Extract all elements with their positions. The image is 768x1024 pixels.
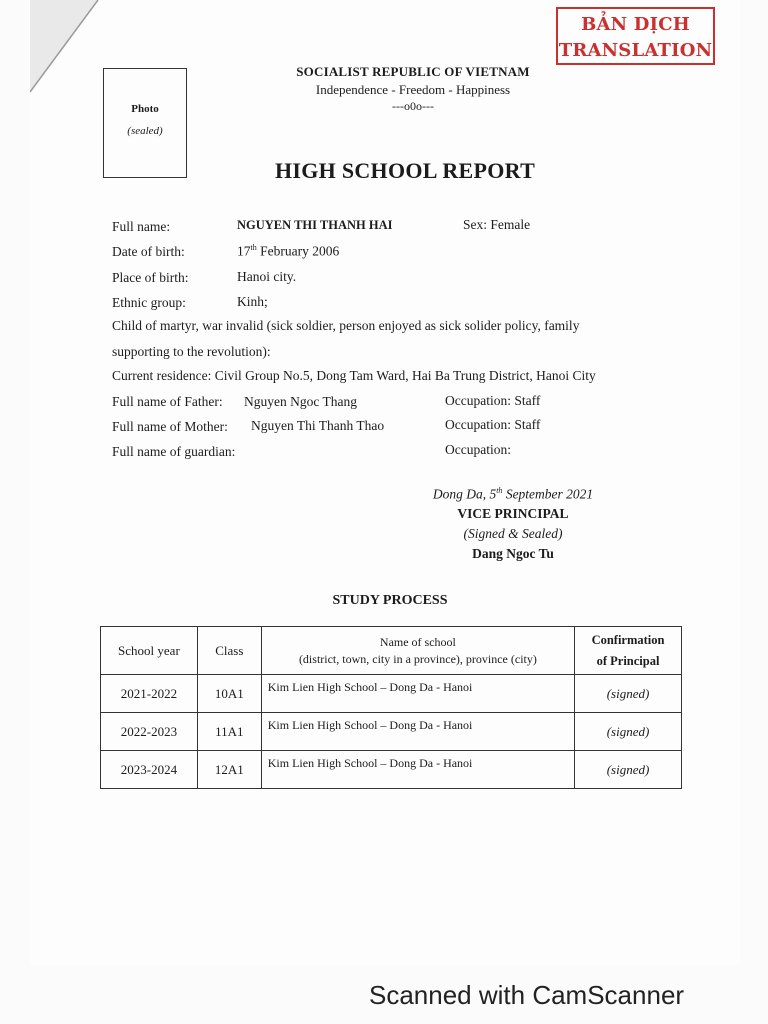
signature-role: VICE PRINCIPAL <box>457 506 569 521</box>
pob-value: Hanoi city. <box>237 269 297 284</box>
table-row <box>101 713 682 751</box>
cell-class: 10A1 <box>197 675 261 713</box>
guardian-occupation: Occupation: <box>445 442 511 457</box>
cell-class: 11A1 <box>197 713 261 751</box>
cell-year: 2022-2023 <box>101 713 198 751</box>
header-confirmation <box>575 627 682 675</box>
signature-signed: (Signed & Sealed) <box>463 526 563 541</box>
dob-value <box>237 243 339 260</box>
mother-name: Nguyen Thi Thanh Thao <box>251 418 385 433</box>
ethnic-value: Kinh; <box>237 294 268 309</box>
cell-confirmation: (signed) <box>575 751 682 789</box>
sig-date-sup: th <box>496 486 503 495</box>
header-school-line-1: Name of school <box>379 634 456 649</box>
table-row <box>101 675 682 713</box>
sig-date-a: Dong Da, 5 <box>432 486 497 502</box>
dob-label: Date of birth: <box>112 244 185 259</box>
page-title: HIGH SCHOOL REPORT <box>274 158 536 183</box>
page-fold-shadow <box>30 0 100 95</box>
dob-suffix: th <box>250 243 257 252</box>
sex-value: Sex: Female <box>463 217 531 232</box>
header-separator: ---o0o--- <box>392 99 434 113</box>
cell-confirmation: (signed) <box>575 675 682 713</box>
header-confirm-line-1: Confirmation <box>591 632 665 647</box>
sig-date-b: September 2021 <box>502 486 594 502</box>
dob-day: 17 <box>237 243 251 259</box>
ethnic-label: Ethnic group: <box>112 295 186 310</box>
motto: Independence - Freedom - Happiness <box>315 82 511 97</box>
cell-confirmation: (signed) <box>575 713 682 751</box>
header-school-line-2: (district, town, city in a province), province (city) <box>298 651 537 666</box>
guardian-label: Full name of guardian: <box>112 444 236 459</box>
mother-label: Full name of Mother: <box>112 419 228 434</box>
cell-school: Kim Lien High School – Dong Da - Hanoi <box>261 675 574 713</box>
mother-occupation: Occupation: Staff <box>445 417 541 432</box>
photo-box <box>103 68 187 178</box>
header-confirm-line-2: of Principal <box>596 653 660 668</box>
signature-name: Dang Ngoc Tu <box>472 546 554 561</box>
father-occupation: Occupation: Staff <box>445 393 541 408</box>
cell-year: 2021-2022 <box>101 675 198 713</box>
republic-heading: SOCIALIST REPUBLIC OF VIETNAM <box>296 64 530 79</box>
cell-school: Kim Lien High School – Dong Da - Hanoi <box>261 713 574 751</box>
photo-note: (sealed) <box>127 125 163 137</box>
martyr-line-2: supporting to the revolution): <box>112 344 271 359</box>
photo-label: Photo <box>131 103 159 115</box>
study-process-heading: STUDY PROCESS <box>332 593 448 608</box>
table-row <box>101 751 682 789</box>
pob-label: Place of birth: <box>112 270 189 285</box>
stamp-line-1: BẢN DỊCH <box>581 14 690 35</box>
signature-place-date <box>363 486 663 503</box>
dob-rest: February 2006 <box>256 243 340 259</box>
header-school-year: School year <box>101 627 198 675</box>
camscanner-watermark: Scanned with CamScanner <box>369 980 685 1010</box>
father-name: Nguyen Ngoc Thang <box>244 394 357 409</box>
translation-stamp <box>556 7 715 65</box>
father-label: Full name of Father: <box>112 394 223 409</box>
study-process-table <box>100 626 682 789</box>
table-header-row <box>101 627 682 675</box>
residence: Current residence: Civil Group No.5, Dong Tam Ward, Hai Ba Trung District, Hanoi City <box>112 368 596 383</box>
cell-year: 2023-2024 <box>101 751 198 789</box>
stamp-line-2: TRANSLATION <box>558 40 713 61</box>
cell-class: 12A1 <box>197 751 261 789</box>
cell-school: Kim Lien High School – Dong Da - Hanoi <box>261 751 574 789</box>
full-name-label: Full name: <box>112 219 171 234</box>
full-name-value: NGUYEN THI THANH HAI <box>237 218 393 232</box>
header-school-name <box>261 627 574 675</box>
header-class: Class <box>197 627 261 675</box>
martyr-line-1: Child of martyr, war invalid (sick soldier, person enjoyed as sick solider policy, family <box>112 318 580 333</box>
